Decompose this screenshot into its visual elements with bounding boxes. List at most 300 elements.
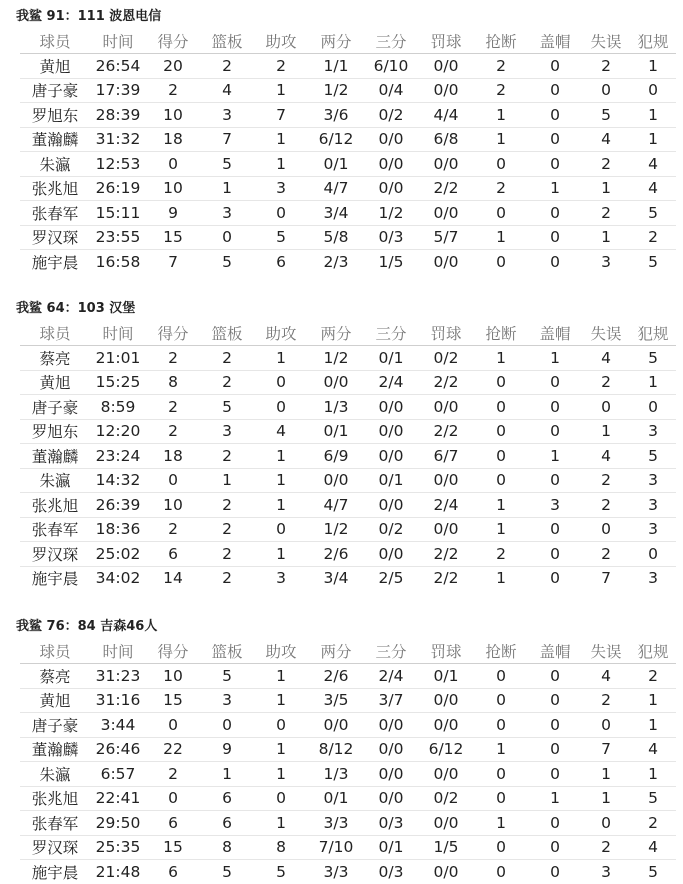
stat-cell: 1/2 [308, 78, 364, 103]
stat-cell: 0 [528, 811, 582, 836]
player-name-cell: 蔡亮 [20, 664, 90, 689]
stat-cell: 1 [474, 127, 528, 152]
stat-cell: 3 [601, 252, 611, 271]
stat-cell: 0 [474, 468, 528, 493]
stat-cell: 5/8 [308, 225, 364, 250]
stat-cell: 3 [200, 419, 254, 444]
stat-cell: 31:16 [90, 688, 146, 713]
column-header: 时间 [90, 28, 146, 54]
stat-cell: 21:48 [95, 862, 141, 881]
stat-cell: 6/12 [308, 127, 364, 152]
column-header: 抢断 [474, 28, 528, 54]
stat-cell: 1 [630, 688, 676, 713]
stat-cell: 0 [528, 517, 582, 542]
stat-cell: 0 [474, 786, 528, 811]
stat-cell: 0/0 [364, 127, 418, 152]
column-header: 罚球 [418, 28, 474, 54]
stat-cell: 0 [200, 225, 254, 250]
table-row [20, 737, 676, 762]
stat-cell: 6 [146, 542, 200, 567]
stat-cell: 0 [630, 542, 676, 567]
column-header: 助攻 [254, 638, 308, 664]
player-name-cell: 唐子豪 [20, 78, 90, 103]
stat-cell: 0 [474, 419, 528, 444]
table-row [20, 78, 676, 103]
stat-cell: 0 [528, 762, 582, 787]
player-name-cell: 罗汉琛 [20, 542, 90, 567]
stat-cell: 3 [200, 103, 254, 128]
stat-cell: 23:24 [90, 444, 146, 469]
stat-cell: 0/0 [364, 786, 418, 811]
stat-cell: 1 [474, 225, 528, 250]
stat-cell: 1 [254, 78, 308, 103]
stat-cell: 10 [146, 493, 200, 518]
stat-cell: 5 [222, 862, 232, 881]
stat-cell: 0/1 [308, 786, 364, 811]
stat-cell: 3 [528, 493, 582, 518]
stat-cell: 0/0 [308, 370, 364, 395]
stat-cell: 0/0 [418, 395, 474, 420]
column-header: 罚球 [418, 320, 474, 346]
stat-cell: 1/5 [418, 835, 474, 860]
stat-cell: 5 [648, 252, 658, 271]
stat-cell: 9 [200, 737, 254, 762]
stat-cell: 0/0 [364, 762, 418, 787]
stat-cell: 4/7 [308, 176, 364, 201]
stat-cell: 0 [474, 688, 528, 713]
stat-cell: 0 [474, 201, 528, 226]
stat-cell: 2 [582, 370, 630, 395]
stat-cell: 3 [630, 493, 676, 518]
table-row [20, 225, 676, 250]
stat-cell: 0 [528, 542, 582, 567]
stat-cell: 0/2 [418, 786, 474, 811]
stat-cell: 15 [146, 225, 200, 250]
stat-cell: 0/2 [364, 517, 418, 542]
stat-cell: 0 [146, 152, 200, 177]
stat-cell: 23:55 [90, 225, 146, 250]
stat-cell: 7 [254, 103, 308, 128]
stats-table [20, 638, 676, 884]
stat-cell: 0 [528, 737, 582, 762]
stat-cell: 2/4 [418, 493, 474, 518]
stat-cell: 2 [582, 54, 630, 79]
header-row [20, 28, 676, 54]
stat-cell: 2/2 [418, 542, 474, 567]
stat-cell: 0 [254, 395, 308, 420]
stat-cell: 14:32 [90, 468, 146, 493]
stat-cell: 1/5 [378, 252, 404, 271]
stat-cell: 0/0 [364, 419, 418, 444]
stat-cell: 1 [254, 664, 308, 689]
stat-cell: 6/9 [308, 444, 364, 469]
stat-cell: 1 [474, 737, 528, 762]
stat-cell: 0/2 [364, 103, 418, 128]
header-row [20, 638, 676, 664]
stat-cell: 1 [474, 346, 528, 371]
stat-cell: 3/4 [308, 201, 364, 226]
stat-cell: 0/3 [364, 225, 418, 250]
stat-cell: 1 [254, 468, 308, 493]
stat-cell: 29:50 [90, 811, 146, 836]
stat-cell: 4 [200, 78, 254, 103]
stat-cell: 1 [630, 762, 676, 787]
stat-cell: 3 [276, 569, 286, 588]
stat-cell: 0 [200, 713, 254, 738]
column-header: 失误 [582, 320, 630, 346]
table-row [20, 811, 676, 836]
stats-table [20, 320, 676, 590]
stat-cell: 6/12 [418, 737, 474, 762]
stat-cell: 0 [474, 152, 528, 177]
stat-cell: 0 [528, 688, 582, 713]
stat-cell: 4 [582, 444, 630, 469]
stat-cell: 21:01 [90, 346, 146, 371]
stat-cell: 34:02 [95, 569, 141, 588]
stat-cell: 1 [582, 419, 630, 444]
stat-cell: 5 [582, 103, 630, 128]
stat-cell: 2 [200, 346, 254, 371]
stat-cell: 3:44 [90, 713, 146, 738]
stat-cell: 14 [163, 569, 183, 588]
column-header: 三分 [364, 638, 418, 664]
stat-cell: 1/3 [308, 762, 364, 787]
game-title: 我鲨 91：111 波恩电信 [16, 8, 162, 24]
stat-cell: 0/0 [364, 444, 418, 469]
stat-cell: 6/8 [418, 127, 474, 152]
stat-cell: 1 [254, 688, 308, 713]
stat-cell: 2/6 [308, 542, 364, 567]
stat-cell: 2 [146, 78, 200, 103]
stat-cell: 1 [254, 493, 308, 518]
stat-cell: 6 [200, 786, 254, 811]
stat-cell: 0 [474, 713, 528, 738]
stat-cell: 1/2 [308, 346, 364, 371]
stat-cell: 1 [630, 713, 676, 738]
stat-cell: 6 [146, 811, 200, 836]
stat-cell: 1 [630, 370, 676, 395]
table-row [20, 444, 676, 469]
stat-cell: 4/7 [308, 493, 364, 518]
stat-cell: 2/5 [378, 569, 404, 588]
stat-cell: 7 [601, 569, 611, 588]
stat-cell: 0 [550, 862, 560, 881]
column-header: 失误 [582, 638, 630, 664]
stat-cell: 3 [601, 862, 611, 881]
stat-cell: 0/0 [364, 493, 418, 518]
stat-cell: 0/0 [364, 737, 418, 762]
stat-cell: 2 [200, 370, 254, 395]
column-header: 得分 [146, 320, 200, 346]
column-header: 两分 [308, 320, 364, 346]
player-name-cell: 唐子豪 [20, 395, 90, 420]
stat-cell: 5 [648, 862, 658, 881]
column-header: 犯规 [630, 28, 676, 54]
player-name-cell: 张春军 [20, 517, 90, 542]
stat-cell: 2 [146, 395, 200, 420]
stat-cell: 5 [222, 252, 232, 271]
column-header: 篮板 [200, 28, 254, 54]
table-row [20, 176, 676, 201]
stat-cell: 3 [648, 569, 658, 588]
stat-cell: 4 [582, 127, 630, 152]
column-header: 盖帽 [528, 28, 582, 54]
column-header: 助攻 [254, 320, 308, 346]
column-header: 篮板 [200, 638, 254, 664]
player-name-cell: 张兆旭 [20, 493, 90, 518]
stat-cell: 2 [200, 54, 254, 79]
stat-cell: 2 [200, 542, 254, 567]
stat-cell: 0 [146, 713, 200, 738]
stat-cell: 0/0 [364, 395, 418, 420]
stat-cell: 2/6 [308, 664, 364, 689]
column-header: 罚球 [418, 638, 474, 664]
stat-cell: 0 [254, 370, 308, 395]
stat-cell: 0/0 [418, 78, 474, 103]
stat-cell: 2/4 [364, 370, 418, 395]
stat-cell: 1 [200, 762, 254, 787]
stat-cell: 8 [254, 835, 308, 860]
stat-cell: 0 [630, 78, 676, 103]
stat-cell: 1 [528, 346, 582, 371]
player-name-cell: 董瀚麟 [20, 444, 90, 469]
stat-cell: 0 [550, 252, 560, 271]
stat-cell: 0/1 [308, 419, 364, 444]
stat-cell: 0 [254, 786, 308, 811]
stat-cell: 26:46 [90, 737, 146, 762]
stat-cell: 0 [582, 517, 630, 542]
table-row [20, 688, 676, 713]
column-header: 抢断 [474, 638, 528, 664]
stat-cell: 0/0 [418, 688, 474, 713]
stat-cell: 1 [630, 103, 676, 128]
stat-cell: 0 [528, 54, 582, 79]
stat-cell: 0 [528, 225, 582, 250]
stat-cell: 0 [528, 835, 582, 860]
stat-cell: 3/5 [308, 688, 364, 713]
stat-cell: 1 [630, 54, 676, 79]
game-title: 我鲨 64：103 汉堡 [16, 300, 136, 316]
stat-cell: 1 [582, 762, 630, 787]
player-name-cell: 施宇晨 [31, 863, 79, 882]
stat-cell: 6/7 [418, 444, 474, 469]
stat-cell: 2/2 [433, 569, 459, 588]
stat-cell: 25:02 [90, 542, 146, 567]
stat-cell: 5 [630, 346, 676, 371]
stat-cell: 26:19 [90, 176, 146, 201]
stat-cell: 0/3 [364, 811, 418, 836]
stat-cell: 2 [582, 688, 630, 713]
stat-cell: 18:36 [90, 517, 146, 542]
stat-cell: 1 [630, 127, 676, 152]
stat-cell: 15:11 [90, 201, 146, 226]
stat-cell: 3/3 [308, 811, 364, 836]
stat-cell: 0/2 [418, 346, 474, 371]
stat-cell: 1 [474, 517, 528, 542]
stat-cell: 1 [474, 811, 528, 836]
stat-cell: 0 [474, 395, 528, 420]
stat-cell: 16:58 [95, 252, 141, 271]
table-row [20, 517, 676, 542]
column-header: 时间 [90, 320, 146, 346]
column-header: 球员 [20, 28, 90, 54]
stat-cell: 1 [582, 176, 630, 201]
stat-cell: 7 [582, 737, 630, 762]
stat-cell: 2 [146, 346, 200, 371]
stat-cell: 4 [582, 664, 630, 689]
stat-cell: 2 [146, 762, 200, 787]
stat-cell: 0 [528, 419, 582, 444]
player-name-cell: 张春军 [20, 811, 90, 836]
stat-cell: 0 [474, 835, 528, 860]
stat-cell: 1 [254, 737, 308, 762]
player-name-cell: 张春军 [20, 201, 90, 226]
column-header: 犯规 [630, 638, 676, 664]
stat-cell: 5/7 [418, 225, 474, 250]
table-row [20, 250, 676, 274]
stat-cell: 1 [474, 493, 528, 518]
stat-cell: 2 [474, 176, 528, 201]
table-row [20, 346, 676, 371]
stat-cell: 15:25 [90, 370, 146, 395]
stat-cell: 2 [146, 517, 200, 542]
column-header: 盖帽 [528, 638, 582, 664]
stat-cell: 7 [200, 127, 254, 152]
stat-cell: 10 [146, 664, 200, 689]
stat-cell: 1 [200, 176, 254, 201]
stat-cell: 3/4 [323, 569, 349, 588]
stat-cell: 0 [496, 862, 506, 881]
stat-cell: 0/0 [418, 468, 474, 493]
stat-cell: 2 [474, 54, 528, 79]
player-name-cell: 罗旭东 [20, 419, 90, 444]
header-row [20, 320, 676, 346]
table-row [20, 395, 676, 420]
stat-cell: 22:41 [90, 786, 146, 811]
stat-cell: 26:54 [90, 54, 146, 79]
game-title: 我鲨 76：84 吉森46人 [16, 618, 158, 634]
stat-cell: 0/1 [418, 664, 474, 689]
stat-cell: 7/10 [308, 835, 364, 860]
stat-cell: 15 [146, 688, 200, 713]
stat-cell: 0/1 [364, 835, 418, 860]
stat-cell: 6 [200, 811, 254, 836]
table-row [20, 54, 676, 79]
stat-cell: 2 [200, 444, 254, 469]
stat-cell: 0/0 [418, 54, 474, 79]
column-header: 三分 [364, 28, 418, 54]
stat-cell: 0/0 [364, 176, 418, 201]
column-header: 失误 [582, 28, 630, 54]
stat-cell: 10 [146, 103, 200, 128]
stat-cell: 0/4 [364, 78, 418, 103]
stat-cell: 31:23 [90, 664, 146, 689]
player-name-cell: 朱瀛 [20, 762, 90, 787]
stat-cell: 1 [254, 127, 308, 152]
stat-cell: 3 [200, 201, 254, 226]
stat-cell: 8:59 [90, 395, 146, 420]
stat-cell: 0/0 [308, 713, 364, 738]
table-row [20, 835, 676, 860]
stat-cell: 12:20 [90, 419, 146, 444]
stat-cell: 4 [630, 152, 676, 177]
stat-cell: 0 [474, 370, 528, 395]
stat-cell: 3 [200, 688, 254, 713]
stat-cell: 0/0 [418, 713, 474, 738]
stat-cell: 1 [254, 346, 308, 371]
stat-cell: 6 [276, 252, 286, 271]
stat-cell: 2 [474, 78, 528, 103]
player-name-cell: 朱瀛 [20, 152, 90, 177]
column-header: 两分 [308, 638, 364, 664]
stat-cell: 1 [528, 176, 582, 201]
player-name-cell: 罗汉琛 [20, 835, 90, 860]
stat-cell: 0 [582, 713, 630, 738]
player-name-cell: 张兆旭 [20, 786, 90, 811]
player-name-cell: 黄旭 [20, 370, 90, 395]
player-name-cell: 黄旭 [20, 688, 90, 713]
stat-cell: 3/3 [323, 862, 349, 881]
player-name-cell: 蔡亮 [20, 346, 90, 371]
stat-cell: 0 [528, 127, 582, 152]
stat-cell: 0/0 [433, 252, 459, 271]
table-row [20, 419, 676, 444]
stat-cell: 28:39 [90, 103, 146, 128]
stat-cell: 3 [254, 176, 308, 201]
stat-cell: 6 [168, 862, 178, 881]
player-name-cell: 施宇晨 [31, 570, 79, 589]
stat-cell: 25:35 [90, 835, 146, 860]
column-header: 得分 [146, 28, 200, 54]
stat-cell: 3 [630, 517, 676, 542]
table-row [20, 370, 676, 395]
table-row [20, 127, 676, 152]
stat-cell: 0/0 [433, 862, 459, 881]
stat-cell: 0 [528, 152, 582, 177]
stat-cell: 3 [630, 419, 676, 444]
stat-cell: 1 [200, 468, 254, 493]
stat-cell: 0 [474, 664, 528, 689]
stat-cell: 2 [582, 542, 630, 567]
column-header: 球员 [20, 320, 90, 346]
table-row [20, 542, 676, 567]
stat-cell: 0/1 [364, 468, 418, 493]
table-row [20, 786, 676, 811]
stat-cell: 2 [582, 468, 630, 493]
stat-cell: 0 [528, 395, 582, 420]
stat-cell: 6/10 [364, 54, 418, 79]
stat-cell: 22 [146, 737, 200, 762]
stat-cell: 1 [582, 225, 630, 250]
table-row [20, 664, 676, 689]
stat-cell: 0/0 [364, 542, 418, 567]
table-row [20, 713, 676, 738]
stat-cell: 8 [146, 370, 200, 395]
stat-cell: 0/0 [308, 468, 364, 493]
stat-cell: 2/2 [418, 176, 474, 201]
stat-cell: 0/0 [418, 152, 474, 177]
player-name-cell: 张兆旭 [20, 176, 90, 201]
stat-cell: 0/1 [308, 152, 364, 177]
stat-cell: 0 [254, 201, 308, 226]
stat-cell: 0 [528, 468, 582, 493]
stat-cell: 0 [496, 252, 506, 271]
table-row [20, 468, 676, 493]
stat-cell: 0/0 [418, 762, 474, 787]
column-header: 时间 [90, 638, 146, 664]
stat-cell: 4 [630, 176, 676, 201]
stat-cell: 4 [254, 419, 308, 444]
